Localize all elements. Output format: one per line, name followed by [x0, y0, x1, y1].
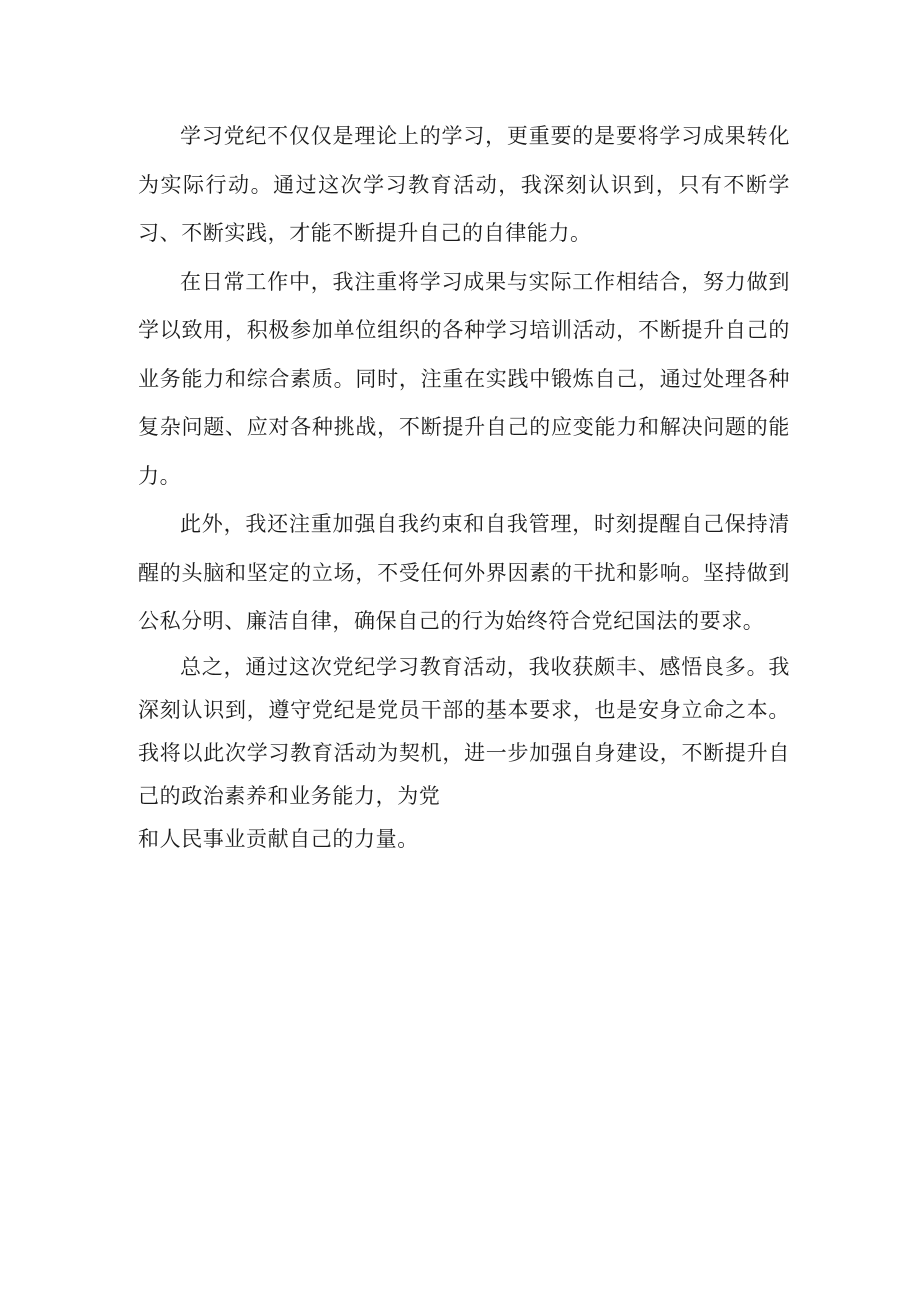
paragraph-1: 学习党纪不仅仅是理论上的学习，更重要的是要将学习成果转化为实际行动。通过这次学习教育活动，我深刻认识到，只有不断学习、不断实践，才能不断提升自己的自律能力。 — [138, 124, 790, 245]
paragraph-2: 在日常工作中，我注重将学习成果与实际工作相结合，努力做到学以致用，积极参加单位组织的各种学习培训活动，不断提升自己的业务能力和综合素质。同时，注重在实践中锻炼自己，通过处理各种复杂问题、应对各种挑战，不断提升自己的应变能力和解决问题的能力。 — [138, 269, 790, 488]
paragraph-4-tail: 和人民事业贡献自己的力量。 — [138, 826, 419, 851]
paragraph-4 — [138, 646, 790, 861]
document-body — [138, 112, 790, 861]
paragraph-4-main: 总之，通过这次党纪学习教育活动，我收获颇丰、感悟良多。我深刻认识到，遵守党纪是党员干部的基本要求，也是安身立命之本。我将以此次学习教育活动为契机，进一步加强自身建设，不断提升自己的政治素养和业务能力，为党 — [138, 654, 790, 808]
paragraph-3: 此外，我还注重加强自我约束和自我管理，时刻提醒自己保持清醒的头脑和坚定的立场，不受任何外界因素的干扰和影响。坚持做到公私分明、廉洁自律，确保自己的行为始终符合党纪国法的要求。 — [138, 512, 790, 633]
